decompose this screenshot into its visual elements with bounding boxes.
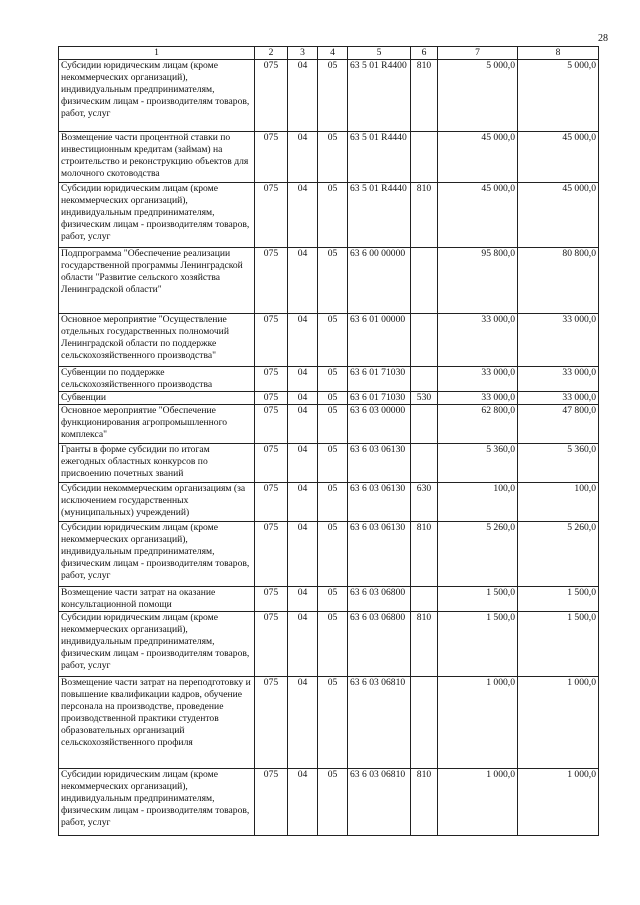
amount-year-2: 33 000,0 <box>518 391 599 404</box>
expense-type: 810 <box>411 521 438 586</box>
table-row <box>59 443 599 482</box>
row-name: Субсидии юридическим лицам (кроме некоммерческих организаций), индивидуальным предпринимателям, физическим лицам - производителям товаров, работ, услуг <box>59 611 255 676</box>
expense-type <box>411 443 438 482</box>
table-row <box>59 482 599 521</box>
expense-type <box>411 131 438 182</box>
expense-type: 810 <box>411 59 438 131</box>
target-article: 63 6 03 06130 <box>348 521 411 586</box>
header-cell: 6 <box>411 47 438 60</box>
code-section: 04 <box>288 366 318 391</box>
expense-type: 810 <box>411 182 438 247</box>
amount-year-2: 5 000,0 <box>518 59 599 131</box>
row-name: Возмещение части затрат на переподготовку и повышение квалификации кадров, обучение персонала на производстве, проведение производственной практики студентов образовательных организаций сельскохозяйственного профиля <box>59 676 255 768</box>
code-ministry: 075 <box>255 482 288 521</box>
header-cell: 2 <box>255 47 288 60</box>
code-section: 04 <box>288 59 318 131</box>
table-row <box>59 366 599 391</box>
target-article: 63 5 01 R4400 <box>348 59 411 131</box>
code-section: 04 <box>288 676 318 768</box>
row-name: Субсидии юридическим лицам (кроме некоммерческих организаций), индивидуальным предпринимателям, физическим лицам - производителям товаров, работ, услуг <box>59 59 255 131</box>
amount-year-2: 5 360,0 <box>518 443 599 482</box>
amount-year-1: 33 000,0 <box>438 313 518 366</box>
target-article: 63 6 01 71030 <box>348 391 411 404</box>
amount-year-2: 45 000,0 <box>518 131 599 182</box>
code-subsection: 05 <box>318 768 348 835</box>
code-subsection: 05 <box>318 313 348 366</box>
table-row <box>59 247 599 313</box>
budget-table <box>58 46 599 836</box>
amount-year-2: 5 260,0 <box>518 521 599 586</box>
code-subsection: 05 <box>318 611 348 676</box>
code-subsection: 05 <box>318 391 348 404</box>
code-ministry: 075 <box>255 59 288 131</box>
table-row <box>59 182 599 247</box>
code-ministry: 075 <box>255 676 288 768</box>
row-name: Субсидии юридическим лицам (кроме некоммерческих организаций), индивидуальным предпринимателям, физическим лицам - производителям товаров, работ, услуг <box>59 182 255 247</box>
amount-year-1: 1 500,0 <box>438 611 518 676</box>
code-ministry: 075 <box>255 313 288 366</box>
amount-year-2: 100,0 <box>518 482 599 521</box>
code-ministry: 075 <box>255 391 288 404</box>
target-article: 63 6 03 00000 <box>348 404 411 443</box>
code-ministry: 075 <box>255 586 288 611</box>
row-name: Субсидии юридическим лицам (кроме некоммерческих организаций), индивидуальным предпринимателям, физическим лицам - производителям товаров, работ, услуг <box>59 768 255 835</box>
row-name: Субвенции <box>59 391 255 404</box>
row-name: Подпрограмма "Обеспечение реализации государственной программы Ленинградской области "Развитие сельского хозяйства Ленинградской области" <box>59 247 255 313</box>
code-ministry: 075 <box>255 247 288 313</box>
target-article: 63 5 01 R4440 <box>348 131 411 182</box>
code-subsection: 05 <box>318 586 348 611</box>
code-subsection: 05 <box>318 131 348 182</box>
code-ministry: 075 <box>255 182 288 247</box>
code-ministry: 075 <box>255 611 288 676</box>
row-name: Возмещение части затрат на оказание консультационной помощи <box>59 586 255 611</box>
row-name: Субсидии юридическим лицам (кроме некоммерческих организаций), индивидуальным предпринимателям, физическим лицам - производителям товаров, работ, услуг <box>59 521 255 586</box>
expense-type: 630 <box>411 482 438 521</box>
amount-year-2: 1 000,0 <box>518 768 599 835</box>
table-row <box>59 131 599 182</box>
table-row <box>59 313 599 366</box>
target-article: 63 6 03 06810 <box>348 768 411 835</box>
amount-year-2: 1 000,0 <box>518 676 599 768</box>
table-row <box>59 586 599 611</box>
target-article: 63 6 03 06800 <box>348 586 411 611</box>
amount-year-1: 95 800,0 <box>438 247 518 313</box>
code-section: 04 <box>288 182 318 247</box>
code-subsection: 05 <box>318 404 348 443</box>
row-name: Субвенции по поддержке сельскохозяйственного производства <box>59 366 255 391</box>
amount-year-1: 62 800,0 <box>438 404 518 443</box>
expense-type <box>411 586 438 611</box>
expense-type <box>411 676 438 768</box>
row-name: Субсидии некоммерческим организациям (за исключением государственных (муниципальных) учреждений) <box>59 482 255 521</box>
amount-year-1: 100,0 <box>438 482 518 521</box>
expense-type <box>411 247 438 313</box>
code-section: 04 <box>288 131 318 182</box>
amount-year-1: 1 000,0 <box>438 768 518 835</box>
code-section: 04 <box>288 404 318 443</box>
table-row <box>59 521 599 586</box>
expense-type <box>411 404 438 443</box>
amount-year-1: 1 000,0 <box>438 676 518 768</box>
header-cell: 5 <box>348 47 411 60</box>
target-article: 63 6 01 71030 <box>348 366 411 391</box>
table-row <box>59 59 599 131</box>
amount-year-1: 33 000,0 <box>438 391 518 404</box>
amount-year-2: 45 000,0 <box>518 182 599 247</box>
table-row <box>59 611 599 676</box>
code-ministry: 075 <box>255 443 288 482</box>
table-row <box>59 391 599 404</box>
target-article: 63 5 01 R4440 <box>348 182 411 247</box>
amount-year-2: 1 500,0 <box>518 586 599 611</box>
row-name: Основное мероприятие "Осуществление отдельных государственных полномочий Ленинградской области по поддержке сельскохозяйственного производства" <box>59 313 255 366</box>
code-subsection: 05 <box>318 443 348 482</box>
amount-year-2: 33 000,0 <box>518 313 599 366</box>
row-name: Гранты в форме субсидии по итогам ежегодных областных конкурсов по присвоению почетных званий <box>59 443 255 482</box>
code-ministry: 075 <box>255 366 288 391</box>
amount-year-1: 5 260,0 <box>438 521 518 586</box>
code-section: 04 <box>288 611 318 676</box>
amount-year-1: 5 000,0 <box>438 59 518 131</box>
table-row <box>59 768 599 835</box>
amount-year-1: 45 000,0 <box>438 131 518 182</box>
code-ministry: 075 <box>255 521 288 586</box>
header-cell: 1 <box>59 47 255 60</box>
code-subsection: 05 <box>318 521 348 586</box>
header-cell: 7 <box>438 47 518 60</box>
header-cell: 4 <box>318 47 348 60</box>
amount-year-2: 1 500,0 <box>518 611 599 676</box>
code-section: 04 <box>288 521 318 586</box>
target-article: 63 6 01 00000 <box>348 313 411 366</box>
amount-year-2: 47 800,0 <box>518 404 599 443</box>
code-section: 04 <box>288 768 318 835</box>
table-row <box>59 404 599 443</box>
code-section: 04 <box>288 391 318 404</box>
amount-year-2: 33 000,0 <box>518 366 599 391</box>
code-ministry: 075 <box>255 404 288 443</box>
code-section: 04 <box>288 586 318 611</box>
header-cell: 3 <box>288 47 318 60</box>
row-name: Основное мероприятие "Обеспечение функционирования агропромышленного комплекса" <box>59 404 255 443</box>
code-subsection: 05 <box>318 366 348 391</box>
code-subsection: 05 <box>318 247 348 313</box>
header-row <box>59 47 599 60</box>
header-cell: 8 <box>518 47 599 60</box>
code-subsection: 05 <box>318 676 348 768</box>
target-article: 63 6 03 06800 <box>348 611 411 676</box>
code-subsection: 05 <box>318 182 348 247</box>
expense-type: 810 <box>411 611 438 676</box>
amount-year-2: 80 800,0 <box>518 247 599 313</box>
amount-year-1: 33 000,0 <box>438 366 518 391</box>
row-name: Возмещение части процентной ставки по инвестиционным кредитам (займам) на строительство и реконструкцию объектов для молочного скотоводства <box>59 131 255 182</box>
target-article: 63 6 03 06130 <box>348 443 411 482</box>
expense-type <box>411 366 438 391</box>
target-article: 63 6 03 06810 <box>348 676 411 768</box>
target-article: 63 6 00 00000 <box>348 247 411 313</box>
code-section: 04 <box>288 247 318 313</box>
amount-year-1: 1 500,0 <box>438 586 518 611</box>
code-section: 04 <box>288 482 318 521</box>
table-row <box>59 676 599 768</box>
code-subsection: 05 <box>318 59 348 131</box>
target-article: 63 6 03 06130 <box>348 482 411 521</box>
code-section: 04 <box>288 313 318 366</box>
code-ministry: 075 <box>255 768 288 835</box>
expense-type <box>411 313 438 366</box>
page-number: 28 <box>598 33 608 44</box>
amount-year-1: 45 000,0 <box>438 182 518 247</box>
code-ministry: 075 <box>255 131 288 182</box>
expense-type: 530 <box>411 391 438 404</box>
code-section: 04 <box>288 443 318 482</box>
code-subsection: 05 <box>318 482 348 521</box>
expense-type: 810 <box>411 768 438 835</box>
amount-year-1: 5 360,0 <box>438 443 518 482</box>
